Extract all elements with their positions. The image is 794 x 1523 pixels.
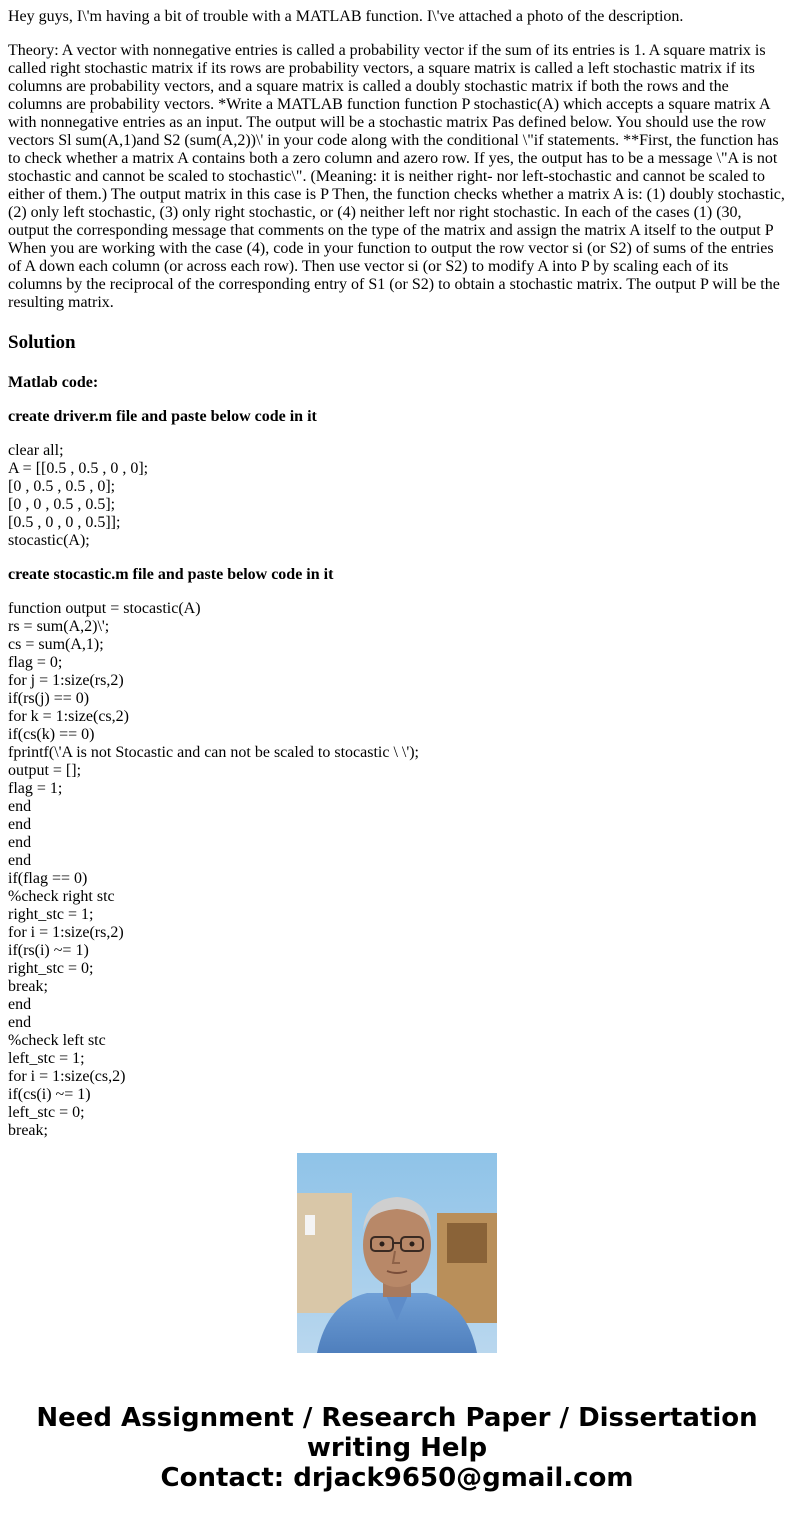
code-line: end <box>8 798 32 815</box>
code-line: if(rs(i) ~= 1) <box>8 942 89 959</box>
author-portrait-image <box>297 1153 497 1353</box>
code-line: for i = 1:size(rs,2) <box>8 924 124 941</box>
driver-file-label: create driver.m file and paste below code in it <box>8 408 317 425</box>
code-line: for j = 1:size(rs,2) <box>8 672 124 689</box>
code-line: fprintf(\'A is not Stocastic and can not be scaled to stocastic \ \'); <box>8 744 419 761</box>
code-line: A = [[0.5 , 0.5 , 0 , 0]; <box>8 460 149 477</box>
code-line: right_stc = 0; <box>8 960 94 977</box>
code-line: end <box>8 834 32 851</box>
code-line: right_stc = 1; <box>8 906 94 923</box>
code-line: if(cs(i) ~= 1) <box>8 1086 91 1103</box>
code-line: [0 , 0 , 0.5 , 0.5]; <box>8 496 116 513</box>
author-photo <box>297 1153 497 1353</box>
code-line: clear all; <box>8 442 64 459</box>
code-line: function output = stocastic(A) <box>8 600 201 617</box>
code-line: stocastic(A); <box>8 532 90 549</box>
code-line: %check left stc <box>8 1032 106 1049</box>
code-line: [0 , 0.5 , 0.5 , 0]; <box>8 478 116 495</box>
code-line: [0.5 , 0 , 0 , 0.5]]; <box>8 514 121 531</box>
code-line: break; <box>8 978 48 995</box>
promo-contact: Contact: drjack9650@gmail.com <box>160 1463 634 1493</box>
code-line: break; <box>8 1122 48 1139</box>
code-line: end <box>8 816 32 833</box>
driver-code-block <box>8 442 786 550</box>
code-line: rs = sum(A,2)\'; <box>8 618 110 635</box>
code-line: if(flag == 0) <box>8 870 88 887</box>
answer-content <box>8 8 786 1139</box>
code-line: cs = sum(A,1); <box>8 636 104 653</box>
code-line: flag = 1; <box>8 780 63 797</box>
code-line: end <box>8 852 32 869</box>
code-line: for i = 1:size(cs,2) <box>8 1068 126 1085</box>
code-line: %check right stc <box>8 888 115 905</box>
stocastic-file-label: create stocastic.m file and paste below code in it <box>8 566 334 583</box>
code-line: if(rs(j) == 0) <box>8 690 90 707</box>
stocastic-code-block <box>8 600 786 1140</box>
question-theory: Theory: A vector with nonnegative entries is called a probability vector if the sum of its entries is 1. A square matrix is called right stochastic matrix if its rows are probability vectors, a square matrix is called a left stochastic matrix if its columns are probability vectors, and a square matrix is called a doubly stochastic matrix if both the rows and the columns are probability vectors. *Write a MATLAB function function P stochastic(A) which accepts a square matrix A with nonnegative entries as an input. The output will be a stochastic matrix Pas defined below. You should use the row vectors Sl sum(A,1)and S2 (sum(A,2))\' in your code along with the conditional \"if statements. **First, the function has to check whether a matrix A contains both a zero column and azero row. If yes, the output has to be a message \"A is not stochastic and cannot be scaled to stochastic\". (Meaning: it is neither right- nor left-stochastic and cannot be scaled to either of them.) The output matrix in this case is P Then, the function checks whether a matrix A is: (1) doubly stochastic, (2) only left stochastic, (3) only right stochastic, or (4) neither left nor right stochastic. In each of the cases (1) (30, output the corresponding message that comments on the type of the matrix and assign the matrix A itself to the output P When you are working with the case (4), code in your function to output the row vector si (or S2) of sums of the entries of A down each column (or across each row). Then use vector si (or S2) to modify A into P by scaling each of its columns by the reciprocal of the corresponding entry of S1 (or S2) to obtain a stochastic matrix. The output P will be the resulting matrix. <box>8 42 785 311</box>
code-line: left_stc = 1; <box>8 1050 85 1067</box>
code-line: for k = 1:size(cs,2) <box>8 708 129 725</box>
question-intro: Hey guys, I\'m having a bit of trouble with a MATLAB function. I\'ve attached a photo of the description. <box>8 8 684 25</box>
code-line: left_stc = 0; <box>8 1104 85 1121</box>
code-line: flag = 0; <box>8 654 63 671</box>
code-line: end <box>8 996 32 1013</box>
promo-line-1: Need Assignment / Research Paper / Dissertation <box>36 1403 758 1433</box>
solution-heading: Solution <box>8 332 76 353</box>
code-line: if(cs(k) == 0) <box>8 726 95 743</box>
promo-line-2: writing Help <box>306 1433 488 1463</box>
code-line: output = []; <box>8 762 82 779</box>
matlab-code-label: Matlab code: <box>8 374 99 391</box>
promo-footer <box>0 1403 794 1493</box>
code-line: end <box>8 1014 32 1031</box>
